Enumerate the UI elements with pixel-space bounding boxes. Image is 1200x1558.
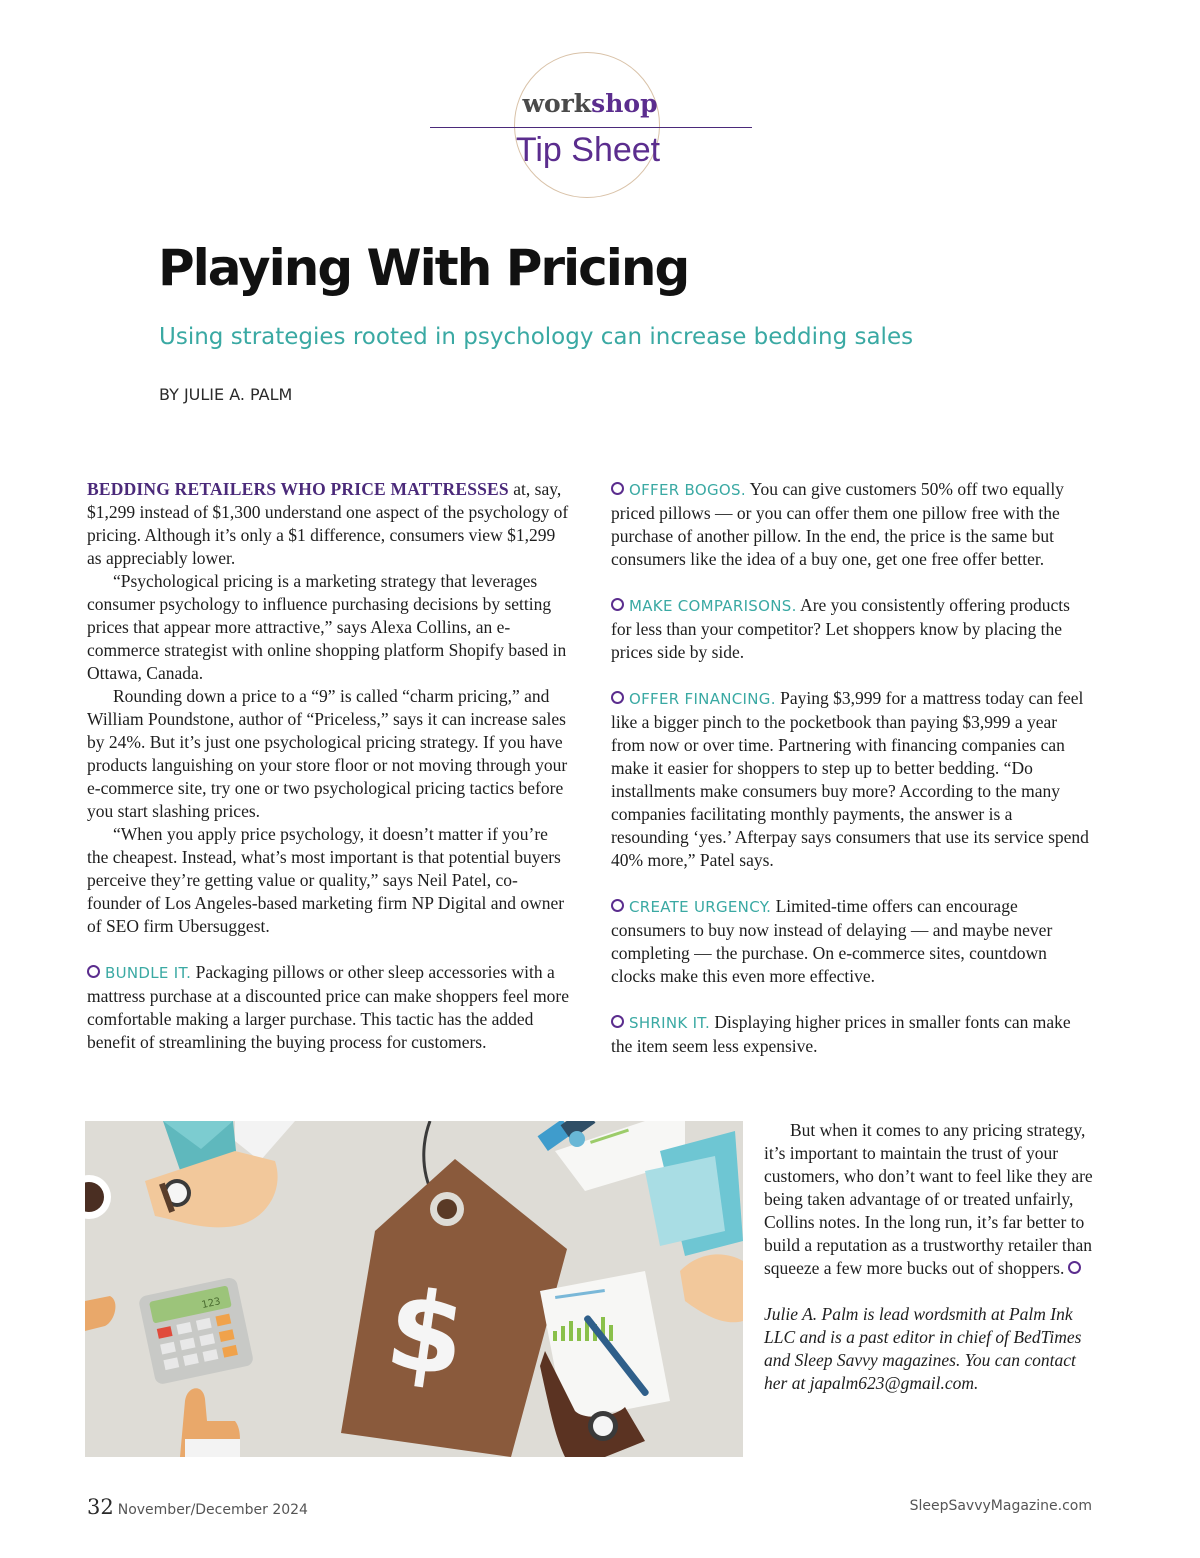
header-rule: [430, 127, 752, 128]
tip-shrink: [611, 1011, 1091, 1058]
article-subtitle: Using strategies rooted in psychology can increase bedding sales: [159, 324, 914, 350]
tip-financing: [611, 687, 1091, 872]
calculator-display: 123: [200, 1296, 222, 1312]
tip-text: You can give customers 50% off two equally priced pillows — or you can offer them one pillow free with the purchase of another pillow. In the end, the price is the same but consumers like the idea of a buy one, get one free offer better.: [611, 479, 1064, 569]
page-number: 32: [87, 1495, 114, 1519]
lead-in: BEDDING RETAILERS WHO PRICE MATTRESSES: [87, 479, 509, 499]
issue-date: November/December 2024: [117, 1502, 308, 1518]
tip-heading: BUNDLE IT.: [105, 964, 192, 982]
tip-text: Displaying higher prices in smaller fonts can make the item seem less expensive.: [611, 1012, 1071, 1056]
tip-text: Limited-time offers can encourage consumers to buy now instead of delaying — and maybe never completing — the purchase. On e-commerce sites, countdown clocks make this even more effective.: [611, 896, 1053, 986]
right-column: [611, 478, 1091, 1058]
closing-paragraph: [764, 1119, 1094, 1280]
tip-bogos: [611, 478, 1091, 571]
tip-heading: SHRINK IT.: [629, 1014, 711, 1032]
left-column: [87, 478, 571, 1054]
bullet-ring-icon: [611, 1015, 624, 1028]
author-bio: Julie A. Palm is lead wordsmith at Palm Ink LLC and is a past editor in chief of BedTimes and Sleep Savvy magazines. You can contact her at japalm623@gmail.com.: [764, 1304, 1082, 1393]
tip-heading: OFFER FINANCING.: [629, 690, 776, 708]
section-title: Tip Sheet: [515, 131, 661, 169]
footer-left: [87, 1495, 308, 1519]
body-paragraph: “When you apply price psychology, it doesn’t matter if you’re the cheapest. Instead, what’s most important is that potential buyers perceive they’re getting value or quality,” says Neil Patel, co-founder of Los Angeles-based marketing firm NP Digital and owner of SEO firm Ubersuggest.: [87, 824, 565, 936]
byline: BY JULIE A. PALM: [159, 385, 293, 404]
tip-bundle: [87, 961, 571, 1054]
tip-text: Packaging pillows or other sleep accessories with a mattress purchase at a discounted price can make shoppers feel more comfortable making a larger purchase. This tactic has the added benefit of streamlining the buying process for customers.: [87, 962, 570, 1052]
tip-heading: CREATE URGENCY.: [629, 898, 772, 916]
body-paragraph: Rounding down a price to a “9” is called “charm pricing,” and William Poundstone, author of “Priceless,” says it can increase sales by 24%. But it’s just one psychological pricing strategy. If you have products languishing on your store floor or not moving through your e-commerce site, try one or two psychological pricing tactics before you start slashing prices.: [87, 686, 568, 821]
footer-site: SleepSavvyMagazine.com: [909, 1498, 1092, 1514]
section-label-accent: shop: [591, 89, 658, 118]
closing-text: But when it comes to any pricing strategy, it’s important to maintain the trust of your customers, who don’t want to feel like they are being taken advantage of or treated unfairly, Collins notes. In the long run, it’s far better to build a reputation as a trustworthy retailer than squeeze a few more bucks out of shoppers.: [764, 1120, 1093, 1278]
section-label-main: work: [522, 89, 592, 118]
bullet-ring-icon: [611, 482, 624, 495]
closing-column: [764, 1119, 1094, 1395]
tip-text: Are you consistently offering products for less than your competitor? Let shoppers know by placing the prices side by side.: [611, 595, 1070, 662]
bullet-ring-icon: [611, 899, 624, 912]
section-label: [480, 89, 700, 119]
tip-urgency: [611, 895, 1091, 988]
bullet-ring-icon: [87, 965, 100, 978]
header-badge-circle: [514, 52, 660, 198]
tip-heading: MAKE COMPARISONS.: [629, 597, 797, 615]
tip-heading: OFFER BOGOS.: [629, 481, 746, 499]
tip-text: Paying $3,999 for a mattress today can feel like a bigger pinch to the pocketbook than paying $3,999 a year from now or over time. Partnering with financing companies can make it easier for shoppers to step up to better bedding. “Do installments make consumers buy more? According to the many companies facilitating monthly payments, the answer is a resounding ‘yes.’ Afterpay says consumers that use its service spend 40% more,” Patel says.: [611, 688, 1089, 870]
intro-paragraph: [87, 478, 571, 570]
end-mark-icon: [1068, 1261, 1081, 1274]
dollar-symbol: $: [379, 1264, 473, 1402]
intro-text: at, say, $1,299 instead of $1,300 understand one aspect of the psychology of pricing. Although it’s only a $1 difference, consumers view $1,299 as appreciably lower.: [87, 479, 569, 568]
body-paragraph: “Psychological pricing is a marketing strategy that leverages consumer psychology to influence purchasing decisions by setting prices that appear more attractive,” says Alexa Collins, an e-commerce strategist with online shopping platform Shopify based in Ottawa, Canada.: [87, 571, 567, 683]
pricing-illustration: [85, 1121, 743, 1457]
bullet-ring-icon: [611, 598, 624, 611]
article-title: Playing With Pricing: [158, 239, 689, 297]
bullet-ring-icon: [611, 691, 624, 704]
tip-comparisons: [611, 594, 1091, 664]
